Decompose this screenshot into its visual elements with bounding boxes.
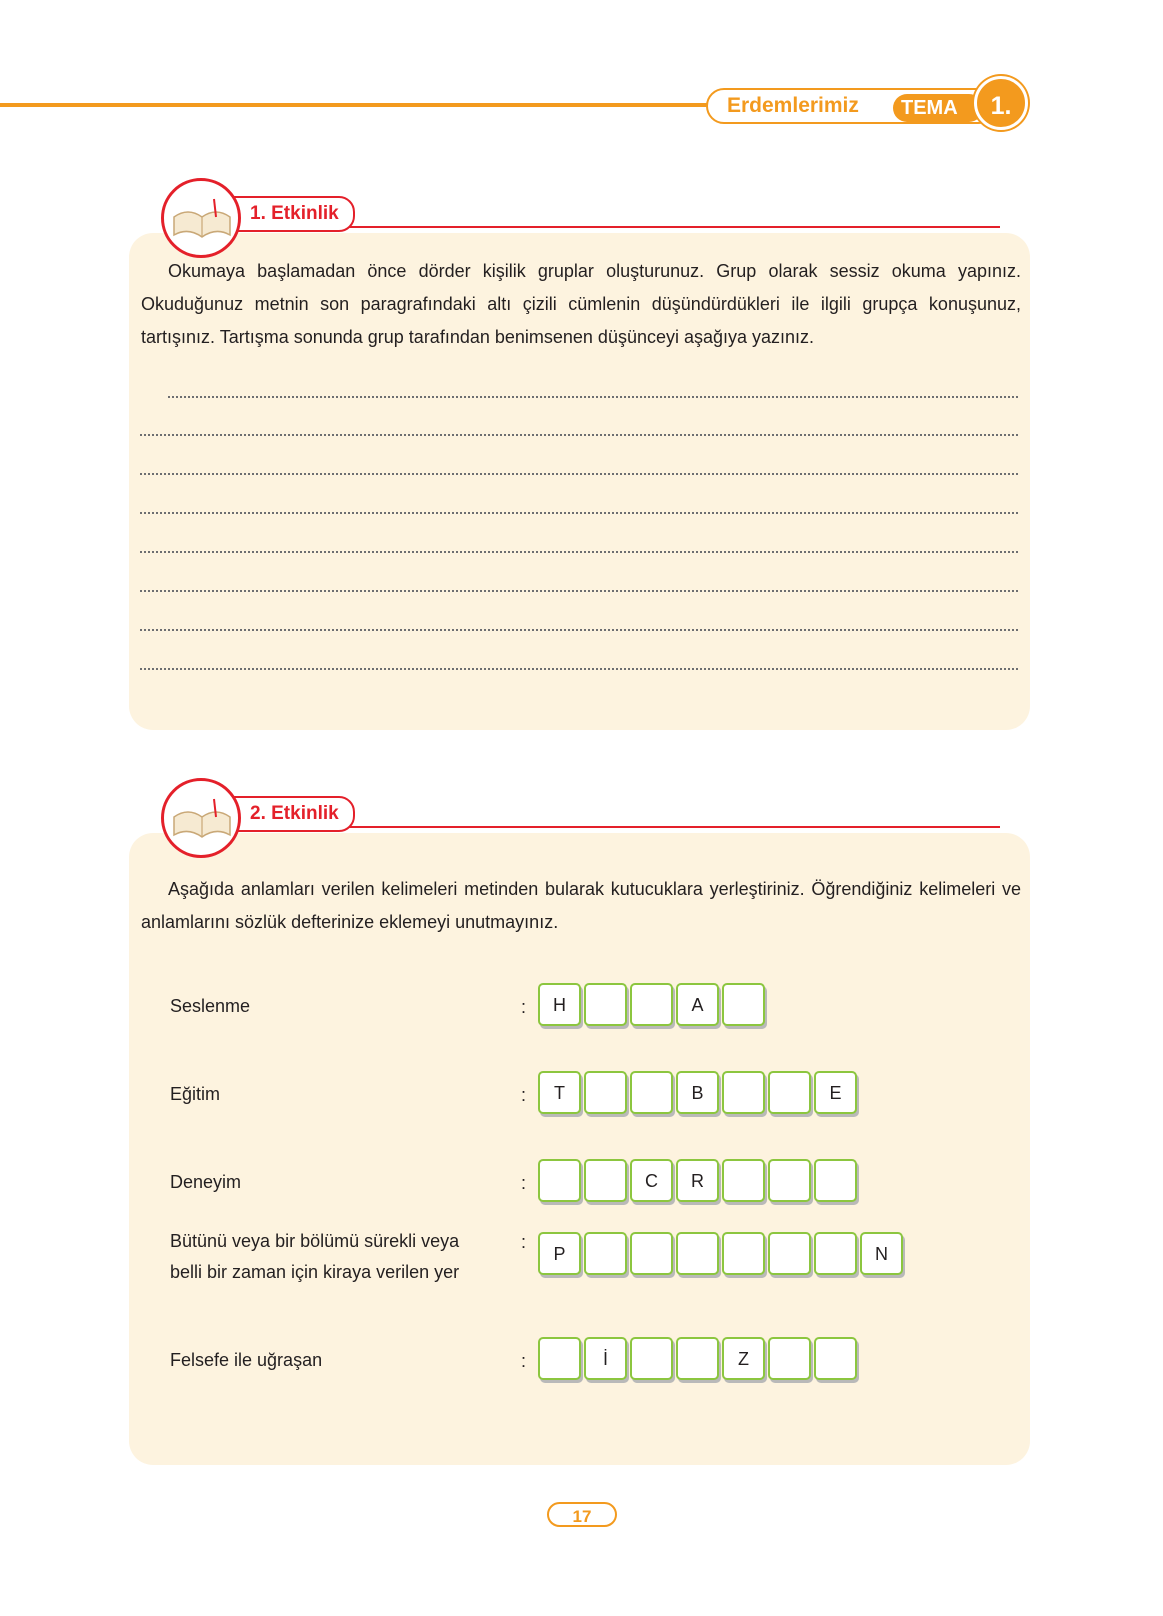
letter-box[interactable] xyxy=(676,1232,719,1275)
letter-box[interactable] xyxy=(814,1232,857,1275)
answer-line[interactable] xyxy=(140,551,1018,553)
open-book-icon xyxy=(161,178,241,258)
answer-line[interactable] xyxy=(140,434,1018,436)
letter-box[interactable]: A xyxy=(676,983,719,1026)
letter-box[interactable] xyxy=(630,1071,673,1114)
letter-box[interactable] xyxy=(630,983,673,1026)
definition-label: Felsefe ile uğraşan xyxy=(170,1350,323,1370)
letter-box[interactable] xyxy=(814,1337,857,1380)
letter-box[interactable] xyxy=(814,1159,857,1202)
tema-number: 1. xyxy=(974,76,1028,130)
letter-box[interactable]: P xyxy=(538,1232,581,1275)
activity2-instructions: Aşağıda anlamları verilen kelimeleri metinden bularak kutucuklara yerleştiriniz. Öğrendiğiniz kelimeleri ve anlamlarını sözlük defterinize eklemeyi unutmayınız. xyxy=(141,879,1021,932)
activity2-title: 2. Etkinlik xyxy=(214,796,355,832)
letter-box-row xyxy=(538,1337,857,1380)
letter-box[interactable] xyxy=(768,1159,811,1202)
letter-box[interactable] xyxy=(584,1159,627,1202)
letter-box[interactable] xyxy=(722,1159,765,1202)
letter-box[interactable]: N xyxy=(860,1232,903,1275)
letter-box[interactable] xyxy=(722,1071,765,1114)
colon: : xyxy=(521,1085,527,1105)
activity2-rule xyxy=(300,826,1000,828)
letter-box-row xyxy=(538,1159,857,1202)
letter-box[interactable]: R xyxy=(676,1159,719,1202)
answer-line[interactable] xyxy=(140,668,1018,670)
activity1-rule xyxy=(300,226,1000,228)
letter-box[interactable]: Z xyxy=(722,1337,765,1380)
letter-box[interactable] xyxy=(538,1337,581,1380)
colon: : xyxy=(521,997,527,1017)
letter-box[interactable] xyxy=(584,983,627,1026)
letter-box[interactable] xyxy=(676,1337,719,1380)
letter-box-row xyxy=(538,1232,903,1275)
tema-badge: TEMA xyxy=(893,94,983,122)
definition-label: Eğitim xyxy=(170,1084,221,1104)
page-number: 17 xyxy=(547,1502,617,1527)
colon: : xyxy=(521,1351,527,1371)
letter-box[interactable] xyxy=(768,1337,811,1380)
letter-box[interactable] xyxy=(538,1159,581,1202)
letter-box[interactable]: T xyxy=(538,1071,581,1114)
letter-box[interactable] xyxy=(722,1232,765,1275)
definition-line: belli bir zaman için kiraya verilen yer xyxy=(170,1262,460,1282)
definition-label xyxy=(170,1226,459,1288)
definition-label: Deneyim xyxy=(170,1172,242,1192)
letter-box[interactable]: İ xyxy=(584,1337,627,1380)
letter-box[interactable]: H xyxy=(538,983,581,1026)
activity1-title: 1. Etkinlik xyxy=(214,196,355,232)
answer-line[interactable] xyxy=(140,473,1018,475)
letter-box-row xyxy=(538,983,765,1026)
definition-line: Bütünü veya bir bölümü sürekli veya xyxy=(170,1231,460,1251)
answer-line[interactable] xyxy=(140,590,1018,592)
open-book-icon xyxy=(161,778,241,858)
theme-name: Erdemlerimiz xyxy=(727,94,859,117)
colon: : xyxy=(521,1232,527,1252)
letter-box[interactable] xyxy=(584,1232,627,1275)
letter-box[interactable] xyxy=(630,1337,673,1380)
letter-box[interactable]: C xyxy=(630,1159,673,1202)
colon: : xyxy=(521,1173,527,1193)
answer-line[interactable] xyxy=(140,629,1018,631)
letter-box[interactable] xyxy=(768,1232,811,1275)
letter-box[interactable] xyxy=(722,983,765,1026)
activity1-instructions: Okumaya başlamadan önce dörder kişilik gruplar oluşturunuz. Grup olarak sessiz okuma yapınız. Okuduğunuz metnin son paragrafındaki altı çizili cümlenin düşündürdükleri ile ilgili grupça konuşunuz, tartışınız. Tartışma sonunda grup tarafından benimsenen düşünceyi aşağıya yazınız. xyxy=(141,261,1021,347)
answer-line[interactable] xyxy=(140,512,1018,514)
letter-box[interactable]: B xyxy=(676,1071,719,1114)
letter-box[interactable] xyxy=(630,1232,673,1275)
answer-line[interactable] xyxy=(168,396,1018,398)
header-rule xyxy=(0,103,716,107)
letter-box[interactable] xyxy=(584,1071,627,1114)
letter-box[interactable] xyxy=(768,1071,811,1114)
letter-box-row xyxy=(538,1071,857,1114)
letter-box[interactable]: E xyxy=(814,1071,857,1114)
definition-label: Seslenme xyxy=(170,996,251,1016)
